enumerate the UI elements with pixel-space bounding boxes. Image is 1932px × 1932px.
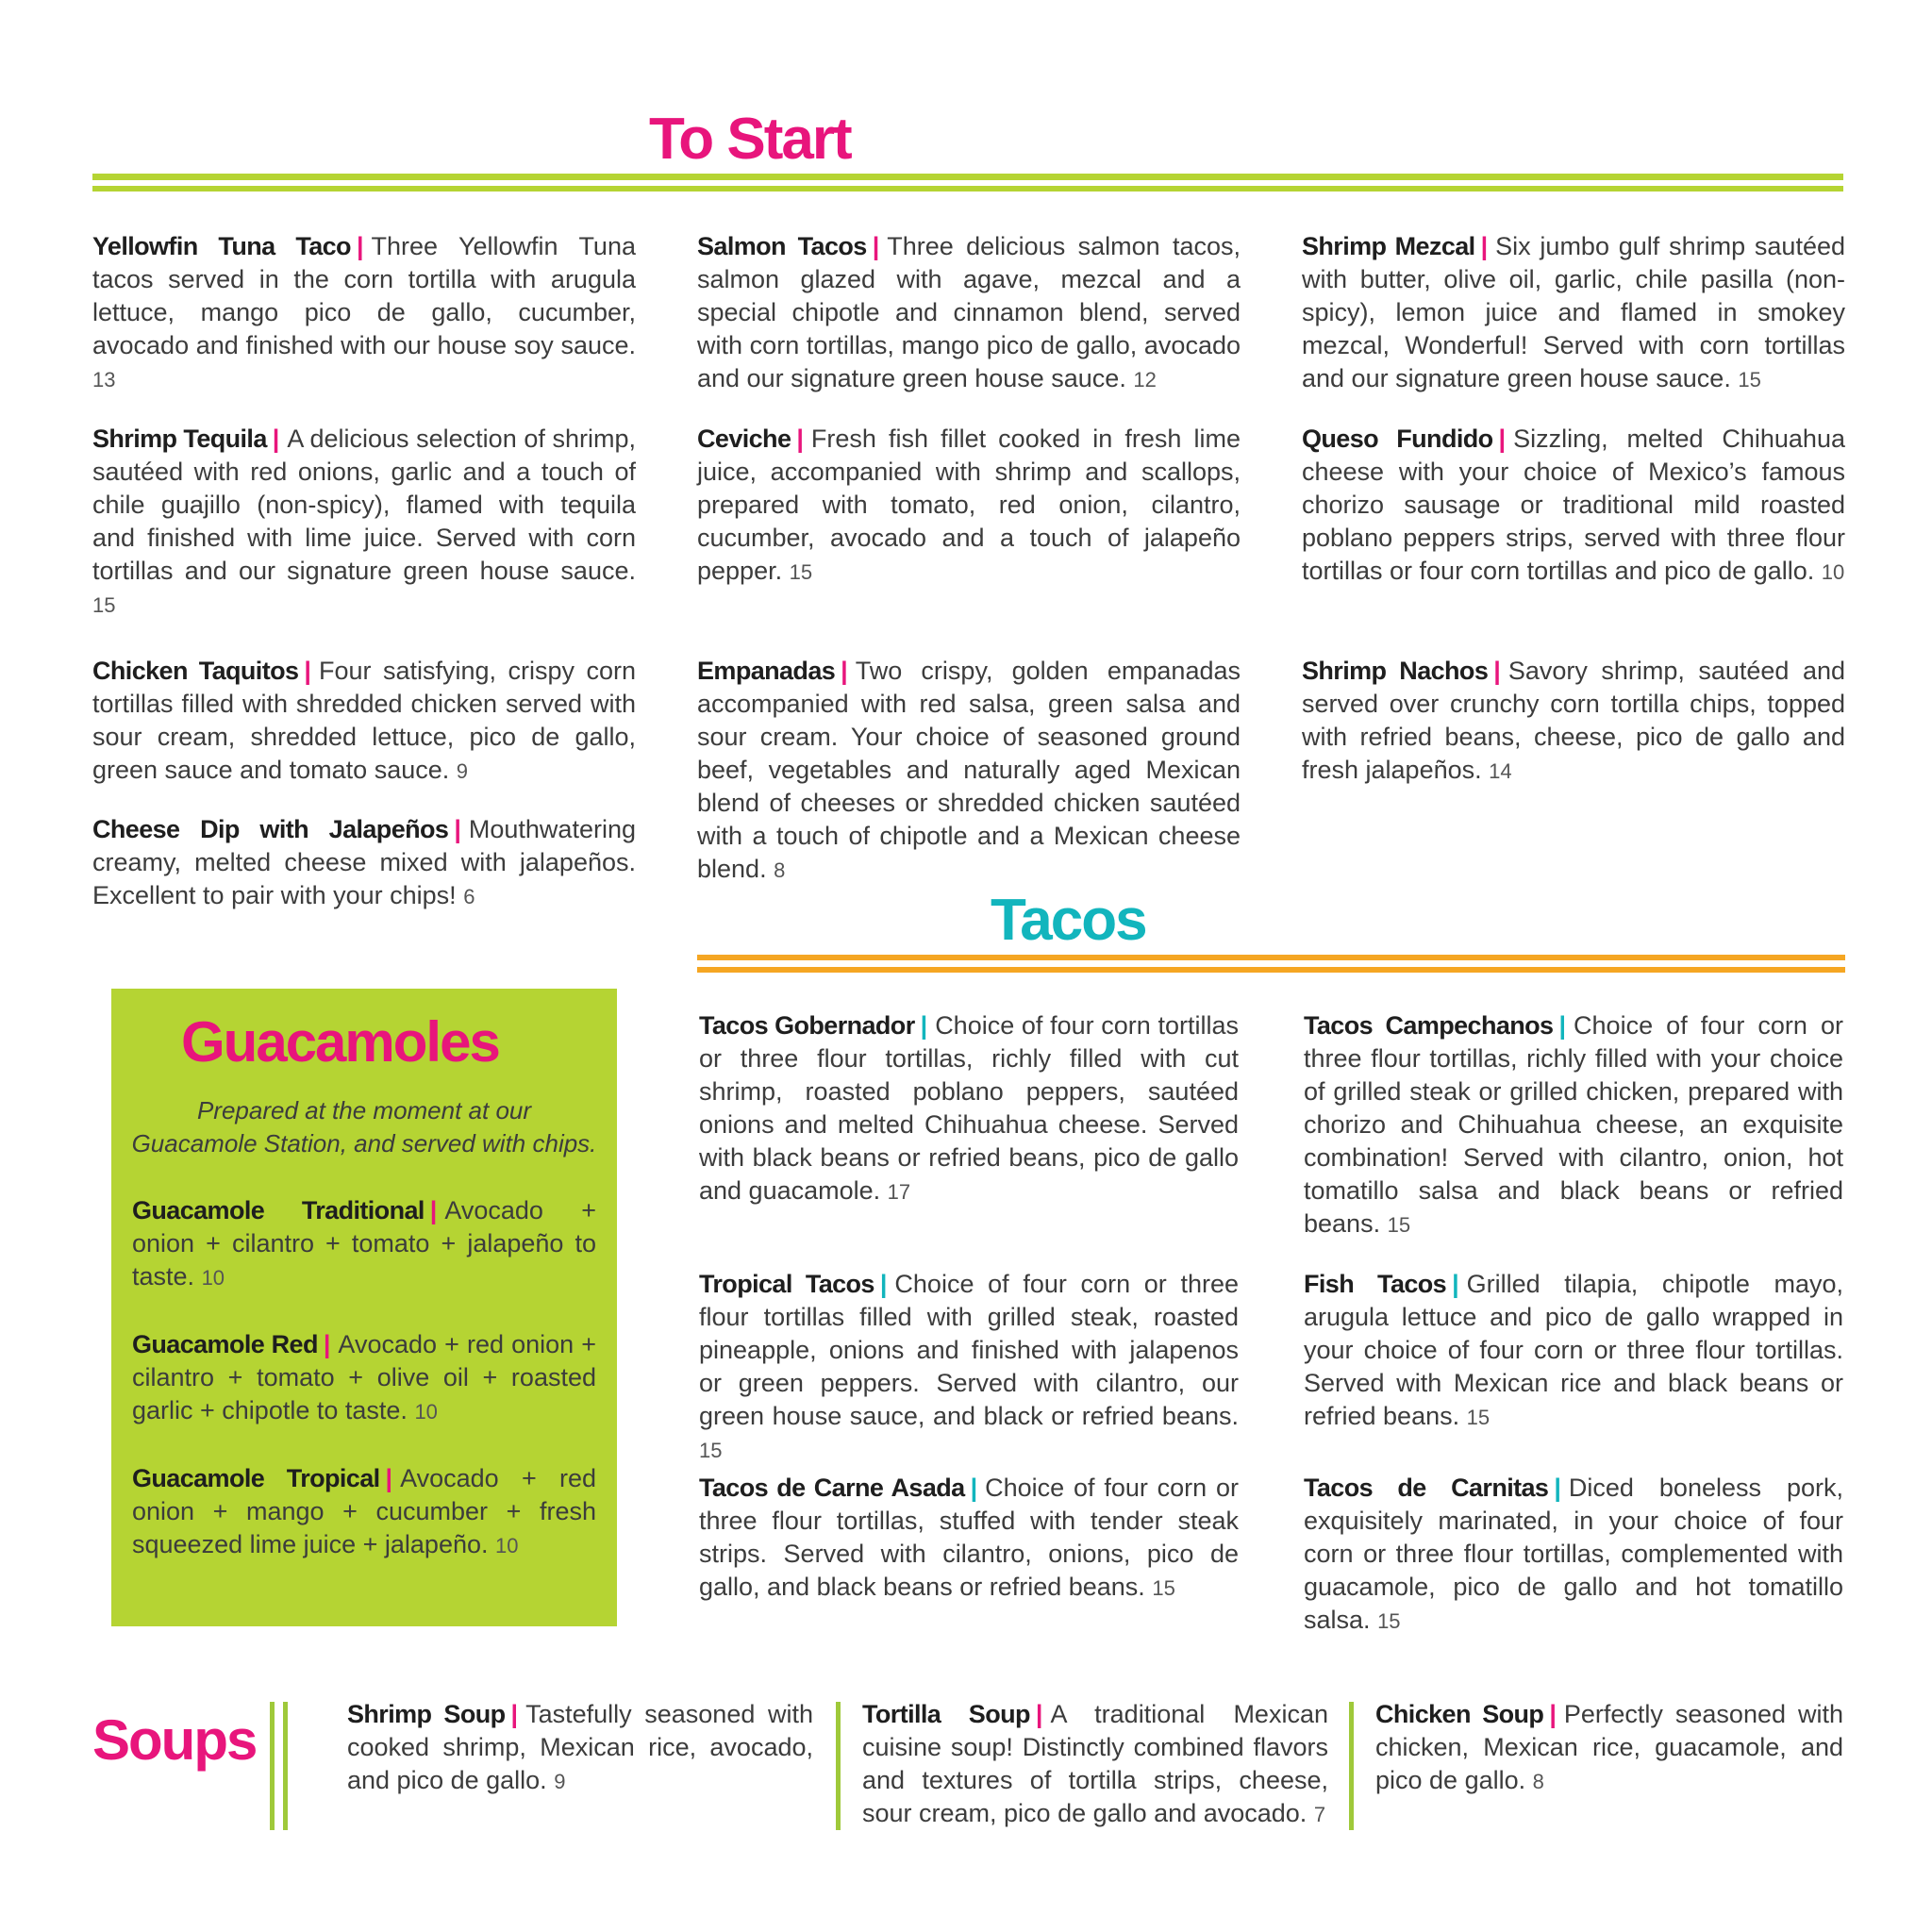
soups-divider	[283, 1702, 288, 1830]
guacamoles-subtitle-line: Prepared at the moment at our	[196, 1096, 532, 1124]
item-description: Fresh fish fillet cooked in fresh lime juice, accompanied with shrimp and scallops, prepared with tomato, red onion, cilantro, cucumber, avocado and a touch of jalapeño pepper.	[697, 425, 1241, 585]
item-name: Tacos Gobernador	[699, 1011, 915, 1040]
item-name: Queso Fundido	[1302, 425, 1493, 453]
item-name: Tacos Campechanos	[1304, 1011, 1554, 1040]
item-description: A delicious selection of shrimp, sautéed with red onions, garlic and a touch of chile guajillo (non-spicy), flamed with tequila and finished with lime juice. Served with corn tortillas and our signature green house sauce.	[92, 425, 636, 585]
soups-divider	[1349, 1702, 1354, 1830]
menu-item: Empanadas | Two crispy, golden empanadas accompanied with red salsa, green salsa and sour cream. Your choice of seasoned ground beef, vegetables and naturally aged Mexican blend of cheeses or shredded chicken sautéed with a touch of chipotle and a Mexican cheese blend. 8	[697, 657, 1241, 883]
soups-title: Soups	[92, 1708, 257, 1772]
item-name: Cheese Dip with Jalapeños	[92, 815, 449, 843]
item-name: Chicken Taquitos	[92, 657, 299, 685]
item-name: Yellowfin Tuna Taco	[92, 232, 351, 260]
item-name: Guacamole Tropical	[132, 1464, 380, 1492]
menu-item: Salmon Tacos | Three delicious salmon tacos, salmon glazed with agave, mezcal and a special chipotle and cinnamon blend, served with corn tortillas, mango pico de gallo, avocado and our signature green house sauce. 12	[697, 232, 1241, 392]
item-price: 15	[1466, 1406, 1491, 1429]
item-price: 15	[1152, 1576, 1175, 1600]
to-start-rule-top	[92, 174, 1843, 180]
menu-item: Yellowfin Tuna Taco | Three Yellowfin Tuna tacos served in the corn tortilla with arugula lettuce, mango pico de gallo, cucumber, avocado and finished with our house soy sauce. 13	[92, 232, 636, 391]
guacamoles-title: Guacamoles	[181, 1010, 499, 1074]
item-price: 10	[1821, 560, 1845, 584]
menu-item: Shrimp Soup | Tastefully seasoned with cooked shrimp, Mexican rice, avocado, and pico de gallo. 9	[347, 1700, 813, 1794]
item-description: Six jumbo gulf shrimp sautéed with butter, olive oil, garlic, chile pasilla (non-spicy), lemon juice and flamed in smokey mezcal, Wonderful! Served with corn tortillas and our signature green house sauce.	[1302, 232, 1845, 392]
item-price: 15	[92, 593, 116, 617]
menu-item: Tacos Campechanos | Choice of four corn or three flour tortillas, richly filled with your choice of grilled steak or grilled chicken, prepared with chorizo and Chihuahua cheese, an exquisite combination! Served with cilantro, onion, hot tomatillo salsa and black beans or refried beans. 15	[1304, 1011, 1844, 1238]
menu-item: Shrimp Nachos | Savory shrimp, sautéed and served over crunchy corn tortilla chips, topped with refried beans, cheese, pico de gallo and fresh jalapeños. 14	[1302, 657, 1845, 784]
item-description: Avocado + red onion + mango + cucumber + fresh squeezed lime juice + jalapeño.	[132, 1464, 596, 1558]
tacos-title: Tacos	[991, 888, 1146, 953]
item-name: Guacamole Traditional	[132, 1196, 425, 1224]
tacos-rule-bottom	[697, 967, 1845, 973]
menu-item: Chicken Soup | Perfectly seasoned with chicken, Mexican rice, guacamole, and pico de gallo. 8	[1375, 1700, 1843, 1794]
to-start-rule-bottom	[92, 186, 1843, 192]
menu-item: Tropical Tacos | Choice of four corn or three flour tortillas filled with grilled steak, roasted pineapple, onions and finished with jalapenos or green peppers. Served with cilantro, our green house sauce, and black or refried beans. 15	[699, 1270, 1240, 1462]
menu-item: Shrimp Mezcal | Six jumbo gulf shrimp sautéed with butter, olive oil, garlic, chile pasilla (non-spicy), lemon juice and flamed in smokey mezcal, Wonderful! Served with corn tortillas and our signature green house sauce. 15	[1302, 232, 1845, 392]
guacamoles-panel	[111, 989, 617, 1626]
item-price: 9	[456, 759, 469, 783]
item-description: Sizzling, melted Chihuahua cheese with your choice of Mexico’s famous chorizo sausage or traditional mild roasted poblano peppers strips, served with three flour tortillas or four corn tortillas and pico de gallo.	[1302, 425, 1845, 585]
item-description: Choice of four corn or three flour tortillas filled with grilled steak, roasted pineapple, onions and finished with jalapenos or green peppers. Served with cilantro, our green house sauce, and black or refried beans.	[699, 1270, 1240, 1430]
menu-item: Guacamole Red | Avocado + red onion + cilantro + tomato + olive oil + roasted garlic + chipotle to taste. 10	[132, 1330, 596, 1424]
guacamoles-subtitle-line: Guacamole Station, and served with chips.	[131, 1129, 597, 1158]
item-price: 10	[414, 1400, 438, 1424]
item-price: 10	[495, 1534, 519, 1557]
item-description: Two crispy, golden empanadas accompanied with red salsa, green salsa and sour cream. Your choice of seasoned ground beef, vegetables and naturally aged Mexican blend of cheeses or shredded chicken sautéed with a touch of chipotle and a Mexican cheese blend.	[697, 657, 1241, 883]
item-name: Fish Tacos	[1304, 1270, 1447, 1298]
to-start-title: To Start	[649, 107, 851, 172]
menu-item: Chicken Taquitos | Four satisfying, crispy corn tortillas filled with shredded chicken served with sour cream, shredded lettuce, pico de gallo, green sauce and tomato sauce. 9	[92, 657, 636, 784]
guacamoles-subtitle	[130, 1094, 598, 1160]
item-price: 7	[1313, 1803, 1326, 1826]
item-description: Three delicious salmon tacos, salmon glazed with agave, mezcal and a special chipotle and cinnamon blend, served with corn tortillas, mango pico de gallo, avocado and our signature green house sauce.	[697, 232, 1241, 392]
item-name: Tacos de Carne Asada	[699, 1474, 965, 1502]
menu-item: Tacos de Carnitas | Diced boneless pork, exquisitely marinated, in your choice of four corn or three flour tortillas, complemented with guacamole, pico de gallo and hot tomatillo salsa. 15	[1304, 1474, 1843, 1634]
item-description: Tastefully seasoned with cooked shrimp, Mexican rice, avocado, and pico de gallo.	[347, 1700, 813, 1794]
item-price: 15	[1387, 1213, 1411, 1237]
item-description: Diced boneless pork, exquisitely marinated, in your choice of four corn or three flour tortillas, complemented with guacamole, pico de gallo and hot tomatillo salsa.	[1304, 1474, 1843, 1634]
item-price: 8	[774, 858, 786, 882]
item-price: 17	[887, 1180, 911, 1204]
menu-item: Cheese Dip with Jalapeños | Mouthwatering creamy, melted cheese mixed with jalapeños. Excellent to pair with your chips! 6	[92, 815, 636, 909]
menu-item: Ceviche | Fresh fish fillet cooked in fresh lime juice, accompanied with shrimp and scallops, prepared with tomato, red onion, cilantro, cucumber, avocado and a touch of jalapeño pepper. 15	[697, 425, 1241, 585]
item-description: Perfectly seasoned with chicken, Mexican rice, guacamole, and pico de gallo.	[1375, 1700, 1843, 1794]
item-name: Empanadas	[697, 657, 836, 685]
menu-item: Tacos Gobernador | Choice of four corn tortillas or three flour tortillas, richly filled with cut shrimp, roasted poblano peppers, sautéed onions and melted Chihuahua cheese. Served with black beans or refried beans, pico de gallo and guacamole. 17	[699, 1011, 1240, 1205]
menu-item: Tacos de Carne Asada | Choice of four corn or three flour tortillas, stuffed with tender steak strips. Served with cilantro, onions, pico de gallo, and black beans or refried beans. 15	[699, 1474, 1239, 1601]
item-description: Avocado + red onion + cilantro + tomato + olive oil + roasted garlic + chipotle to taste.	[132, 1330, 596, 1424]
soups-divider	[270, 1702, 275, 1830]
item-description: Choice of four corn or three flour tortillas, richly filled with your choice of grilled steak or grilled chicken, prepared with chorizo and Chihuahua cheese, an exquisite combination! Served with cilantro, onion, hot tomatillo salsa and black beans or refried beans.	[1304, 1011, 1844, 1238]
menu-item: Guacamole Traditional | Avocado + onion + cilantro + tomato + jalapeño to taste. 10	[132, 1196, 596, 1291]
item-price: 12	[1133, 368, 1157, 391]
item-price: 15	[699, 1439, 723, 1462]
tacos-rule-top	[697, 955, 1845, 960]
item-name: Shrimp Mezcal	[1302, 232, 1475, 260]
item-description: Grilled tilapia, chipotle mayo, arugula lettuce and pico de gallo wrapped in your choice of four corn or three flour tortillas. Served with Mexican rice and black beans or refried beans.	[1304, 1270, 1843, 1430]
item-name: Shrimp Tequila	[92, 425, 267, 453]
item-name: Tacos de Carnitas	[1304, 1474, 1549, 1502]
item-description: Choice of four corn tortillas or three flour tortillas, richly filled with cut shrimp, roasted poblano peppers, sautéed onions and melted Chihuahua cheese. Served with black beans or refried beans, pico de gallo and guacamole.	[699, 1011, 1240, 1205]
menu-item: Fish Tacos | Grilled tilapia, chipotle mayo, arugula lettuce and pico de gallo wrapped in your choice of four corn or three flour tortillas. Served with Mexican rice and black beans or refried beans. 15	[1304, 1270, 1843, 1430]
menu-item: Guacamole Tropical | Avocado + red onion + mango + cucumber + fresh squeezed lime juice + jalapeño. 10	[132, 1464, 596, 1558]
item-name: Chicken Soup	[1375, 1700, 1544, 1728]
item-name: Shrimp Soup	[347, 1700, 506, 1728]
item-price: 15	[789, 560, 813, 584]
item-description: Four satisfying, crispy corn tortillas filled with shredded chicken served with sour cream, shredded lettuce, pico de gallo, green sauce and tomato sauce.	[92, 657, 636, 784]
item-name: Tropical Tacos	[699, 1270, 874, 1298]
item-name: Salmon Tacos	[697, 232, 867, 260]
item-price: 10	[201, 1266, 225, 1290]
item-description: Choice of four corn or three flour tortillas, stuffed with tender steak strips. Served with cilantro, onions, pico de gallo, and black beans or refried beans.	[699, 1474, 1239, 1601]
item-description: Savory shrimp, sautéed and served over crunchy corn tortilla chips, topped with refried beans, cheese, pico de gallo and fresh jalapeños.	[1302, 657, 1845, 784]
item-name: Tortilla Soup	[862, 1700, 1030, 1728]
menu-item: Tortilla Soup | A traditional Mexican cuisine soup! Distinctly combined flavors and textures of tortilla strips, cheese, sour cream, pico de gallo and avocado. 7	[862, 1700, 1328, 1827]
item-name: Ceviche	[697, 425, 791, 453]
item-price: 6	[463, 885, 475, 908]
item-name: Shrimp Nachos	[1302, 657, 1489, 685]
soups-divider	[836, 1702, 841, 1830]
item-description: Three Yellowfin Tuna tacos served in the corn tortilla with arugula lettuce, mango pico de gallo, cucumber, avocado and finished with our house soy sauce.	[92, 232, 636, 359]
menu-item: Shrimp Tequila | A delicious selection of shrimp, sautéed with red onions, garlic and a touch of chile guajillo (non-spicy), flamed with tequila and finished with lime juice. Served with corn tortillas and our signature green house sauce. 15	[92, 425, 636, 617]
item-price: 9	[554, 1770, 566, 1793]
item-price: 15	[1377, 1609, 1401, 1633]
item-description: Mouthwatering creamy, melted cheese mixed with jalapeños. Excellent to pair with your chips!	[92, 815, 636, 909]
menu-item: Queso Fundido | Sizzling, melted Chihuahua cheese with your choice of Mexico’s famous chorizo sausage or traditional mild roasted poblano peppers strips, served with three flour tortillas or four corn tortillas and pico de gallo. 10	[1302, 425, 1845, 585]
item-price: 14	[1489, 759, 1512, 783]
item-price: 8	[1532, 1770, 1544, 1793]
item-name: Guacamole Red	[132, 1330, 318, 1358]
item-description: A traditional Mexican cuisine soup! Distinctly combined flavors and textures of tortilla strips, cheese, sour cream, pico de gallo and avocado.	[862, 1700, 1328, 1827]
item-description: Avocado + onion + cilantro + tomato + jalapeño to taste.	[132, 1196, 596, 1291]
item-price: 15	[1738, 368, 1761, 391]
item-price: 13	[92, 368, 116, 391]
